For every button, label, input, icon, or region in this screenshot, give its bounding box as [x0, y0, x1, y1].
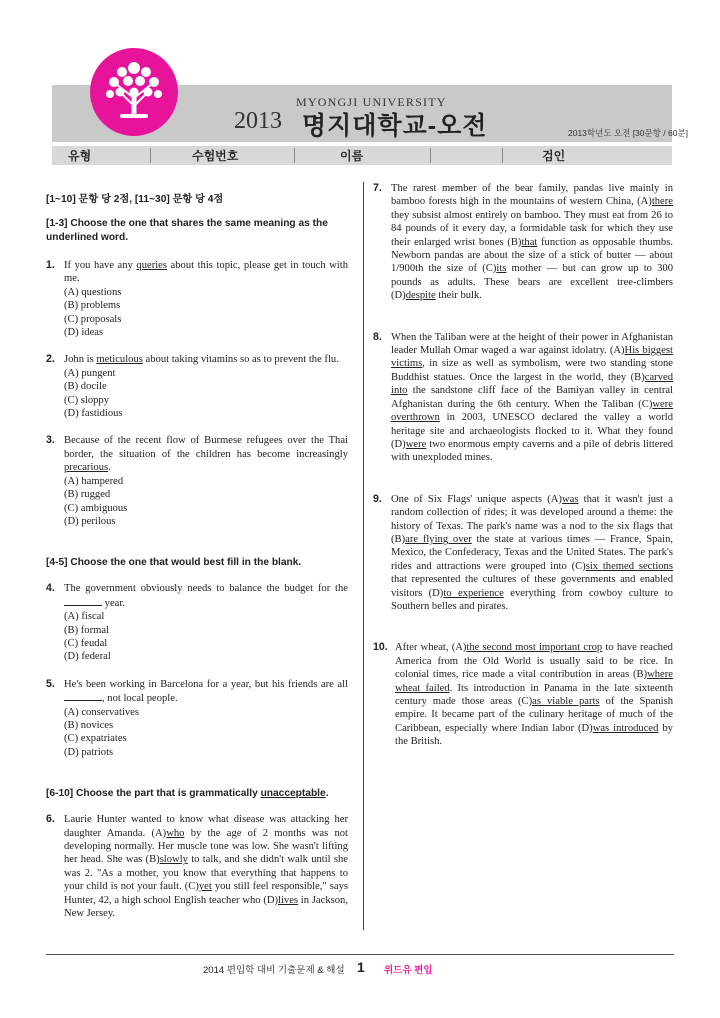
underlined-part[interactable]: as viable parts — [532, 696, 600, 707]
question-7 — [373, 182, 673, 303]
question-text: you still feel responsible," says Hunter, 42, a high school English teacher who (D) — [64, 881, 349, 906]
question-number: 7. — [373, 182, 382, 194]
footer-publisher: 위드유 편입 — [384, 965, 433, 976]
option[interactable]: (D) perilous — [64, 515, 116, 527]
question-text: mother — but can grow up to 300 pounds as adults. These bears are excellent tree-climbers (D) — [391, 263, 673, 302]
option[interactable]: (A) questions — [64, 286, 122, 298]
tree-icon — [90, 48, 178, 136]
underlined-part[interactable]: His biggest victims — [391, 345, 674, 370]
question-text: One of Six Flags' unique aspects (A) — [391, 493, 562, 505]
question-text: When the Taliban were at the height of their power in Afghanistan leader Mullah Omar waged a war against idolatry. (A) — [391, 331, 673, 357]
question-text: to talk, and she didn't walk until she was 2. "As a mother, you know that everything that happens to your child is not your fault. (C) — [64, 854, 348, 893]
question-text: that it wasn't just a random collection of rides; it was developed around a theme: the history of Texas. The park's name was a nod to the six flags that (B) — [391, 493, 673, 545]
instruction-text: . — [325, 788, 329, 800]
question-3 — [46, 434, 348, 474]
exam-number-label: 수험번호 — [192, 149, 239, 163]
question-9 — [373, 493, 673, 614]
exam-year: 2013 — [234, 108, 282, 134]
option[interactable]: (D) ideas — [64, 327, 104, 339]
option[interactable]: (D) federal — [64, 651, 111, 663]
underlined-part[interactable]: are flying over — [405, 533, 472, 545]
column-divider — [363, 182, 364, 930]
question-text: , in size as well as symbolism, were two standing stone Buddhist statues. Once the largest in the world, they (B) — [391, 358, 673, 383]
question-text: their bulk. — [435, 290, 482, 302]
question-text: John is — [64, 354, 97, 366]
question-2 — [46, 353, 348, 366]
instruction-1-3: [1-3] Choose the one that shares the same meaning as the underlined word. — [46, 218, 328, 243]
question-6 — [46, 813, 348, 920]
options-5 — [46, 706, 348, 760]
question-text: . Its introduction in Panama in the late sixteenth century made those areas (C) — [395, 682, 673, 707]
right-column — [373, 182, 673, 749]
options-2 — [46, 367, 348, 421]
question-8 — [373, 331, 673, 465]
underlined-part[interactable]: there — [651, 196, 673, 208]
option[interactable]: (D) fastidious — [64, 408, 123, 420]
question-number: 1. — [46, 259, 55, 271]
question-text: to have reached America from the Old World is usually said to be rice. In colonial times, rice made a vital contribution in areas (B) — [395, 642, 673, 681]
option[interactable]: (B) problems — [64, 300, 121, 312]
question-text: by the British. — [395, 722, 673, 748]
underlined-part[interactable]: lives — [278, 894, 299, 906]
underlined-part[interactable]: were — [405, 438, 427, 450]
question-text: year. — [102, 597, 125, 609]
question-1 — [46, 259, 348, 286]
option[interactable]: (A) hampered — [64, 475, 124, 487]
name-label: 이름 — [340, 149, 364, 163]
underlined-part[interactable]: where wheat failed — [395, 669, 673, 694]
underlined-part[interactable]: the second most important crop — [466, 642, 603, 654]
page-number: 1 — [357, 959, 365, 975]
question-text: The rarest member of the bear family, pandas live mainly in bamboo forests high in the mountains of western China, (A) — [391, 183, 673, 208]
option[interactable]: (B) formal — [64, 624, 110, 636]
left-column — [46, 193, 348, 920]
underlined-word: queries — [136, 260, 167, 271]
underlined-part[interactable]: to experience — [443, 587, 504, 599]
question-number: 9. — [373, 492, 382, 505]
divider — [150, 148, 151, 163]
underlined-part[interactable]: was introduced — [592, 722, 659, 734]
check-label: 검인 — [542, 149, 566, 163]
divider — [430, 148, 431, 163]
option[interactable]: (B) rugged — [64, 489, 111, 501]
question-text: He's been working in Barcelona for a year, but his friends are all — [64, 678, 348, 690]
exam-meta: 2013학년도 오전 [30문항 / 60분] — [568, 128, 689, 138]
question-text: the state at various times — France, Spain, Mexico, the Confederacy, Texas and the United States. The park's rides and attractions were grouped into (C) — [391, 533, 674, 572]
question-text: of the Spanish empire. It became part of the culinary heritage of much of the Caribbean, especially where Indian labor (D) — [395, 696, 674, 734]
options-1 — [46, 286, 348, 340]
question-number: 6. — [46, 813, 55, 826]
question-number: 2. — [46, 353, 55, 366]
type-label: 유형 — [68, 149, 92, 163]
underlined-part[interactable]: who — [166, 827, 185, 839]
question-number: 8. — [373, 330, 382, 343]
options-3 — [46, 475, 348, 529]
underlined-word: precarious — [64, 462, 109, 474]
question-text: function as opposable thumbs. Newborn pandas are about the size of a stick of butter — about 1/900th the size of (C) — [391, 236, 673, 275]
question-number: 3. — [46, 434, 55, 447]
question-text: they subsist almost entirely on bamboo. They must eat from 26 to 84 pounds of it every day, a formidable task for which they use their enlarged wrist bones (B) — [391, 209, 673, 248]
option[interactable]: (C) feudal — [64, 637, 108, 649]
footer-book-title: 2014 편입학 대비 기출문제 & 해설 — [203, 965, 345, 976]
question-text: After wheat, (A) — [395, 642, 467, 654]
instruction-text: [6-10] Choose the part that is grammatically — [46, 788, 261, 800]
divider — [502, 148, 503, 163]
question-text: everything from cowboy culture to Southern belles and pirates. — [391, 587, 673, 612]
question-text: by the age of 2 months was not developing normally. Her muscle tone was low. She wasn't lifting her head. She was (B) — [64, 827, 348, 866]
underlined-part[interactable]: were overthrown — [391, 398, 673, 424]
option[interactable]: (A) fiscal — [64, 611, 105, 623]
underlined-part[interactable]: was — [561, 493, 579, 505]
question-4 — [46, 582, 348, 610]
question-5 — [46, 678, 348, 706]
footer-divider — [46, 954, 674, 955]
university-logo — [90, 48, 178, 136]
question-text: . — [108, 462, 111, 474]
university-name: MYONGJI UNIVERSITY — [296, 95, 447, 109]
question-text: The government obviously needs to balance the budget for the — [64, 583, 348, 595]
underlined-part[interactable]: carved into — [391, 371, 673, 397]
question-text: , not local people. — [102, 693, 178, 705]
question-number: 4. — [46, 582, 55, 595]
question-number: 10. — [373, 641, 388, 654]
question-text: in Jackson, New Jersey. — [64, 894, 348, 920]
option[interactable]: (C) ambiguous — [64, 502, 128, 514]
option[interactable]: (B) novices — [64, 719, 114, 731]
underlined-part[interactable]: that — [521, 236, 538, 248]
question-10 — [373, 641, 673, 748]
instruction-emphasis: unacceptable — [260, 788, 326, 800]
answer-blank — [64, 596, 102, 606]
instruction-6-10 — [46, 787, 348, 801]
underlined-part[interactable]: its — [496, 263, 507, 275]
option[interactable]: (C) proposals — [64, 313, 122, 325]
question-text: the sandstone cliff face of the Bamiyan valley in central Afghanistan during the 6th century. When the Taliban (C) — [391, 385, 673, 410]
underlined-part[interactable]: slowly — [159, 854, 188, 866]
question-number: 5. — [46, 677, 55, 690]
question-text: that represented the cultures of these governments and enabled visitors (D) — [391, 574, 673, 599]
question-text: about this topic, please get in touch with me. — [64, 260, 348, 285]
question-text: in 2003, UNESCO declared the valley a world heritage site and archaeologists flocked to it. What they found (D) — [391, 412, 673, 450]
underlined-part[interactable]: yet — [198, 881, 212, 893]
answer-blank — [64, 691, 102, 701]
page-title: 명지대학교-오전 — [302, 112, 488, 140]
question-text: about taking vitamins so as to prevent the flu. — [142, 354, 339, 366]
options-4 — [46, 610, 348, 664]
question-text: If you have any — [64, 260, 137, 271]
option[interactable]: (A) pungent — [64, 367, 116, 379]
underlined-word: meticulous — [96, 354, 143, 366]
question-text: Laurie Hunter wanted to know what disease was attacking her daughter Amanda. (A) — [64, 814, 348, 839]
option[interactable]: (C) sloppy — [64, 394, 110, 406]
scoring-note: [1~10] 문항 당 2점, [11~30] 문항 당 4점 — [46, 194, 224, 205]
question-text: Because of the recent flow of Burmese refugees over the Thai border, the situation of the children has become increasingly — [64, 435, 348, 460]
instruction-4-5: [4-5] Choose the one that would best fill in the blank. — [46, 557, 302, 569]
divider — [294, 148, 295, 163]
option[interactable]: (D) patriots — [64, 746, 114, 758]
question-text: two enormous empty caverns and a pile of debris littered with unexploded mines. — [391, 438, 673, 464]
underlined-part[interactable]: despite — [405, 290, 436, 302]
underlined-part[interactable]: six themed sections — [585, 560, 673, 572]
candidate-info-bar — [52, 146, 672, 165]
option[interactable]: (C) expatriates — [64, 733, 127, 745]
option[interactable]: (B) docile — [64, 381, 107, 393]
option[interactable]: (A) conservatives — [64, 706, 140, 718]
